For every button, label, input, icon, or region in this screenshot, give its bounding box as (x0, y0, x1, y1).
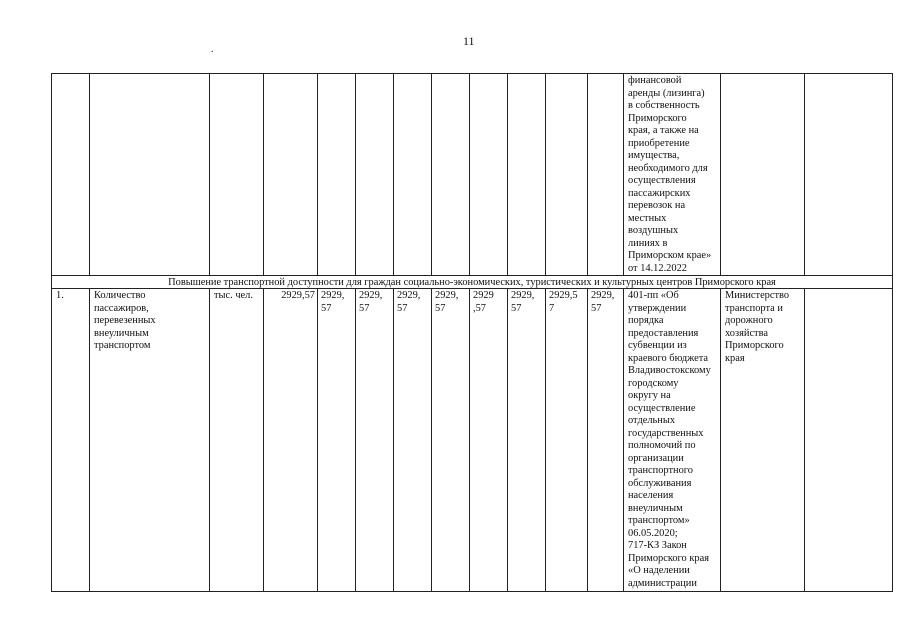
cell-value: 2929, 57 (356, 289, 394, 592)
cell-base (264, 74, 318, 276)
cell-value: 2929, 57 (432, 289, 470, 592)
indicators-table (51, 73, 893, 592)
cell-responsible: Министерство транспорта и дорожного хозяйства Приморского края (721, 289, 805, 592)
cell-normative-act: 401-пп «Об утверждении порядка предоставления субвенции из краевого бюджета Владивостокскому городскому округу на осуществление отдельных государственных полномочий по организации транспортного обслуживания населения внеуличным транспортом» 06.05.2020; 717-КЗ Закон Приморского края «О наделении администрации (624, 289, 721, 592)
cell-unit (210, 74, 264, 276)
cell-name: Количество пассажиров, перевезенных внеуличным транспортом (90, 289, 210, 592)
continuation-row (52, 74, 893, 276)
cell-value: 2929, 57 (508, 289, 546, 592)
cell-name (90, 74, 210, 276)
cell-number: 1. (52, 289, 90, 592)
cell-normative-act: финансовой аренды (лизинга) в собственность Приморского края, а также на приобретение имущества, необходимого для осуществления пассажирских перевозок на местных воздушных линиях в Приморском крае» от 14.12.2022 (624, 74, 721, 276)
cell-value (356, 74, 394, 276)
stray-dot: . (211, 44, 214, 55)
indicator-row (52, 289, 893, 592)
cell-value (394, 74, 432, 276)
cell-value (508, 74, 546, 276)
cell-value: 2929 ,57 (470, 289, 508, 592)
cell-value: 2929, 57 (318, 289, 356, 592)
cell-value: 2929, 57 (394, 289, 432, 592)
section-header: Повышение транспортной доступности для граждан социально-экономических, туристических и культурных центров Приморского края (52, 276, 893, 289)
cell-value (470, 74, 508, 276)
cell-number (52, 74, 90, 276)
cell-responsible (721, 74, 805, 276)
page-number: 11 (463, 34, 475, 48)
cell-unit: тыс. чел. (210, 289, 264, 592)
cell-value (546, 74, 588, 276)
cell-value (588, 74, 624, 276)
cell-value (432, 74, 470, 276)
cell-value: 2929,5 7 (546, 289, 588, 592)
cell-extra (805, 74, 893, 276)
cell-value (318, 74, 356, 276)
cell-base: 2929,57 (264, 289, 318, 592)
cell-extra (805, 289, 893, 592)
section-header-row (52, 276, 893, 289)
cell-value: 2929, 57 (588, 289, 624, 592)
